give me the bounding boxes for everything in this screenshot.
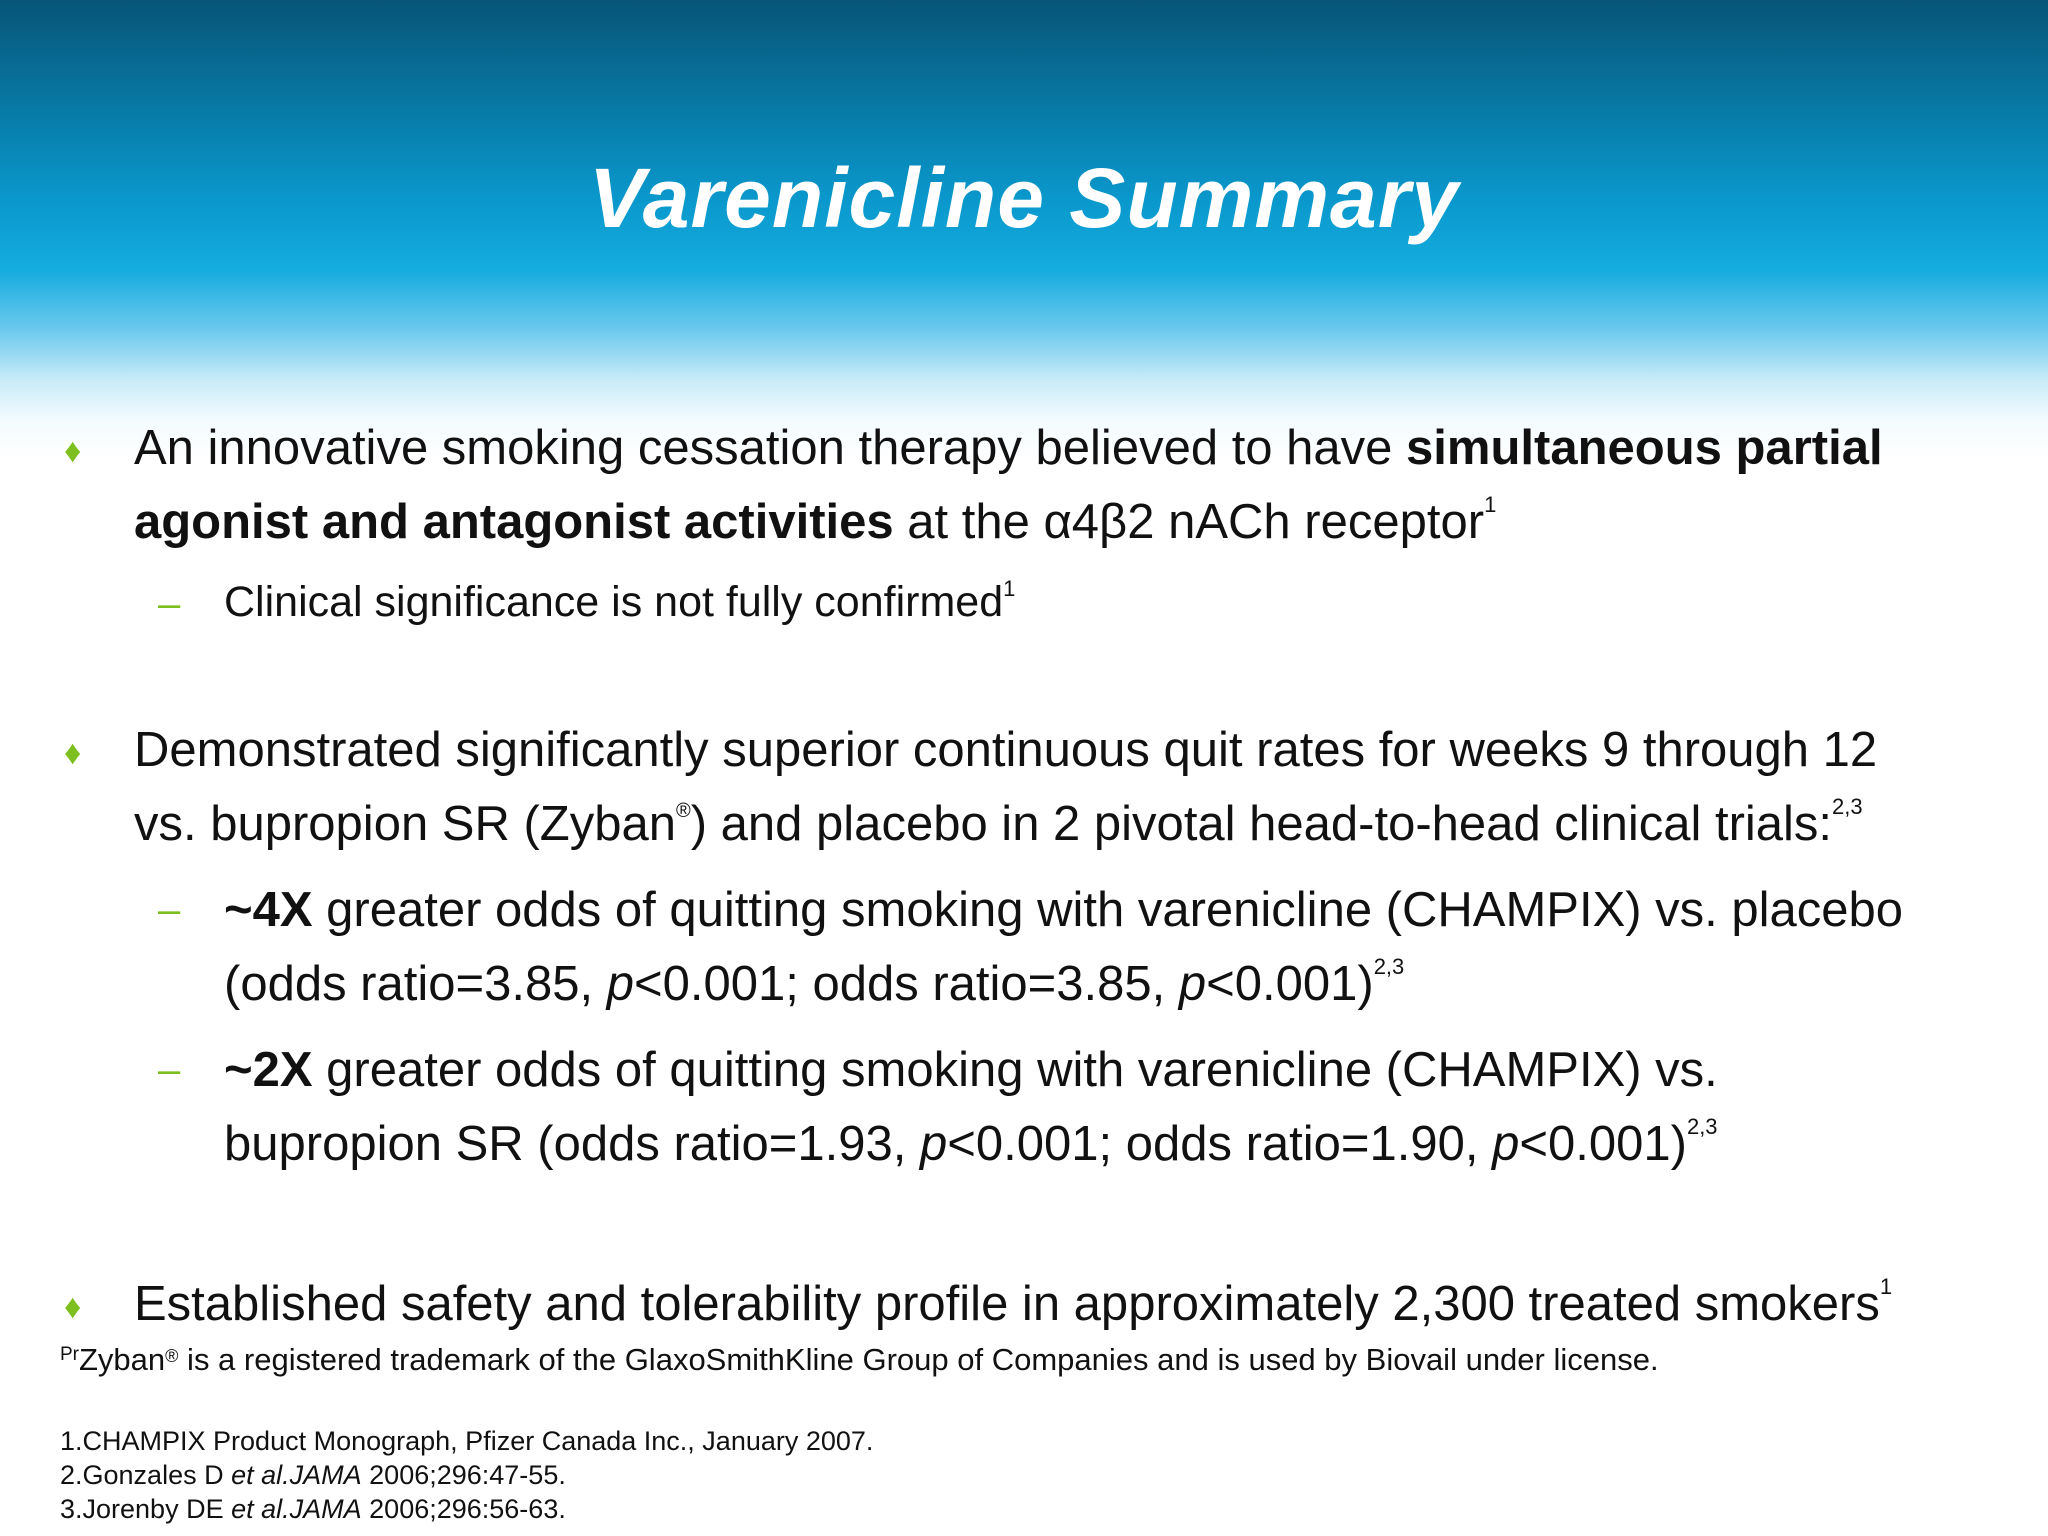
sub-bullet-text: <0.001) [1519,1117,1687,1171]
reference-text: 3.Jorenby DE [60,1494,232,1524]
bullet-3-text: Established safety and tolerability profile in approximately 2,300 treated smokers [134,1277,1880,1331]
bullet-3 [134,1276,1892,1332]
sub-bullet-text: (odds ratio=3.85, [224,957,607,1011]
sub-bullet-bold: ~4X [224,883,313,937]
bullet-2-line-1 [134,722,1877,778]
sub-bullet-text: bupropion SR (odds ratio=1.93, [224,1117,920,1171]
bullet-1-sub-1 [224,578,1015,627]
reference-marker: 1 [1003,576,1016,601]
bullet-2-sub-1-line-1 [224,882,1903,938]
reference-2 [60,1460,566,1491]
trademark-pr: Pr [60,1344,79,1365]
reference-etal: et al. [231,1494,290,1524]
sub-bullet-bold: ~2X [224,1043,313,1097]
bullet-2-text-b: ) and placebo in 2 pivotal head-to-head clinical trials: [690,797,1833,851]
sub-bullet-text: <0.001; odds ratio=1.90, [947,1117,1493,1171]
bullet-1-text-2: at the α4β2 nACh receptor [893,495,1485,549]
sub-bullet-text: greater odds of quitting smoking with varenicline (CHAMPIX) vs. [312,1043,1718,1097]
reference-marker: 1 [1879,1274,1893,1299]
p-value-symbol: p [606,957,634,1011]
reference-text: 2006;296:56-63. [361,1494,566,1524]
slide-title: Varenicline Summary [588,151,1460,245]
dash-bullet-icon: – [158,888,181,932]
p-value-symbol: p [1492,1117,1520,1171]
diamond-bullet-icon: ♦ [64,1288,82,1326]
bullet-2-text-a: vs. bupropion SR (Zyban [134,797,676,851]
reference-text: 1.CHAMPIX Product Monograph, Pfizer Canada Inc., January 2007. [60,1426,874,1456]
reference-journal: JAMA [289,1460,362,1490]
trademark-note [60,1342,1659,1378]
reference-text: 2.Gonzales D [60,1460,232,1490]
trademark-text: is a registered trademark of the GlaxoSmithKline Group of Companies and is used by Biovail under license. [178,1342,1659,1377]
reference-1 [60,1426,873,1457]
reference-etal: et al. [231,1460,290,1490]
reference-marker: 1 [1484,492,1497,517]
trademark-name: Zyban [79,1342,166,1377]
sub-bullet-text: <0.001; odds ratio=3.85, [633,957,1179,1011]
dash-bullet-icon: – [158,1048,181,1092]
reference-3 [60,1494,566,1525]
reference-marker: 2,3 [1686,1114,1718,1139]
dash-bullet-icon: – [158,582,181,626]
reference-marker: 2,3 [1373,954,1405,979]
bullet-2-text: Demonstrated significantly superior continuous quit rates for weeks 9 through 12 [134,723,1878,777]
bullet-2-line-2 [134,796,1863,852]
diamond-bullet-icon: ♦ [64,734,82,772]
sub-bullet-text: Clinical significance is not fully confirmed [224,578,1004,626]
bullet-1-line-2 [134,494,1496,550]
registered-mark: ® [676,800,691,822]
sub-bullet-text: <0.001) [1206,957,1374,1011]
bullet-1-bold: simultaneous partial [1406,421,1883,475]
p-value-symbol: p [1178,957,1207,1011]
sub-bullet-text: greater odds of quitting smoking with varenicline (CHAMPIX) vs. placebo [312,883,1904,937]
bullet-2-sub-2-line-1 [224,1042,1718,1098]
reference-journal: JAMA [289,1494,362,1524]
bullet-1-text: An innovative smoking cessation therapy believed to have [134,421,1407,475]
p-value-symbol: p [919,1117,948,1171]
reference-marker: 2,3 [1832,794,1863,819]
bullet-1-line-1 [134,420,1883,476]
bullet-2-sub-1-line-2 [224,956,1404,1012]
bullet-2-sub-2-line-2 [224,1116,1718,1172]
reference-text: 2006;296:47-55. [361,1460,566,1490]
diamond-bullet-icon: ♦ [64,432,82,470]
bullet-1-bold-2: agonist and antagonist activities [134,495,894,549]
registered-mark: ® [165,1346,179,1366]
